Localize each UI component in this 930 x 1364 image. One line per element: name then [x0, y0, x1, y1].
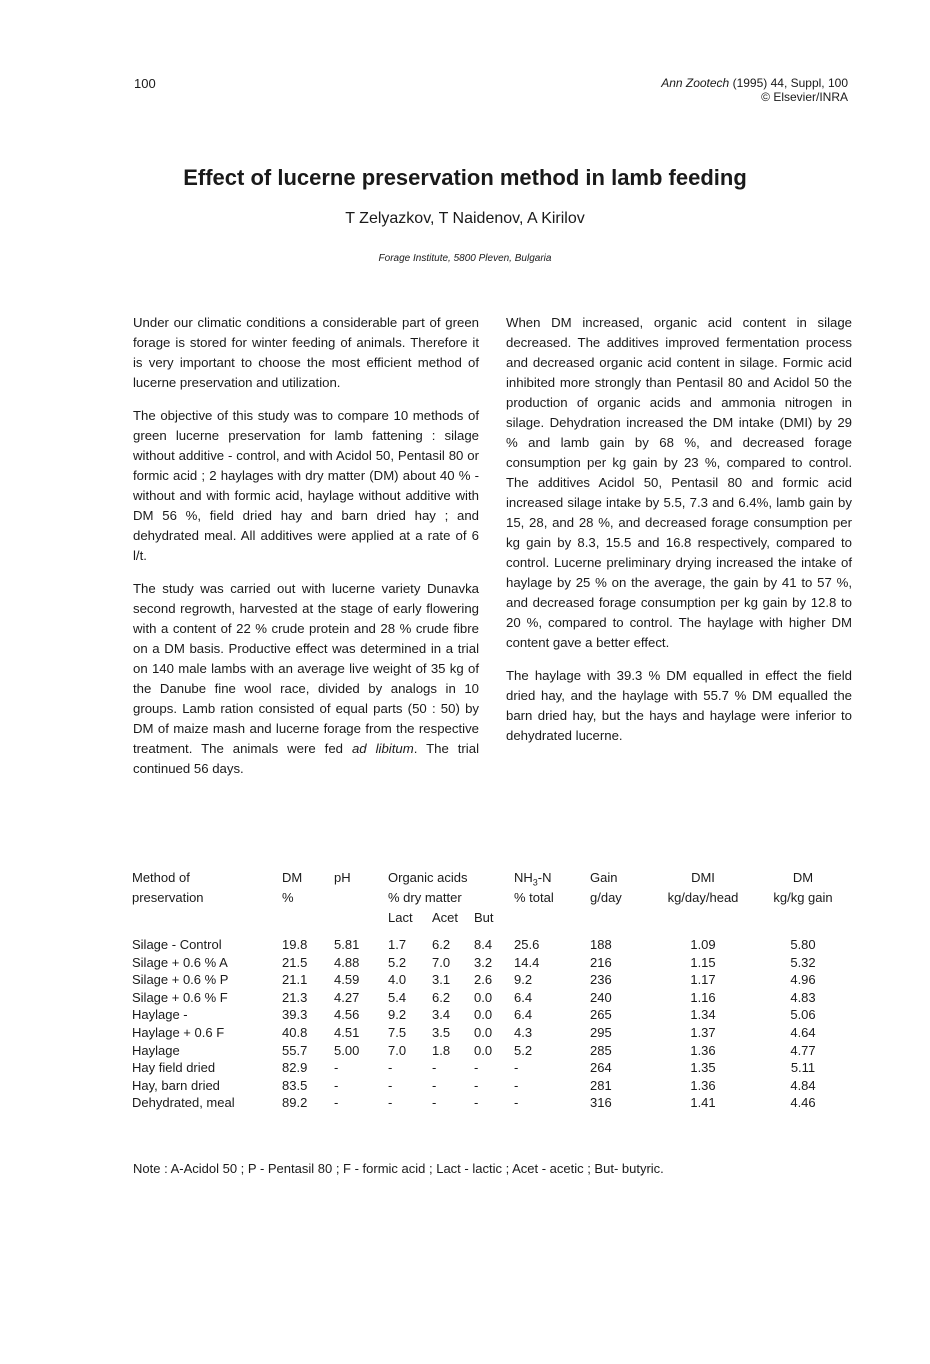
cell-dm-gain: 4.64: [790, 1024, 816, 1040]
paragraph: When DM increased, organic acid content in silage decreased. The additives improved fermentation process and decreased organic acid content in silage. Formic acid inhibited more strongly than Pentasil 80 and Acidol 50 the production of organic acids and ammonia nitrogen in silage. Dehydration increased the DM intake (DMI) by 29 % and lamb gain by 68 %, and decreased forage consumption per kg gain by 23 %, compared to control. The additives Acidol 50, Pentasil 80 and formic acid increased silage intake by 5.5, 7.3 and 6.4%, lamb gain by 15, 28, and 28 %, and decreased forage consumption per kg gain by 8.3, 15.5 and 16.8 respectively, compared to control. Lucerne preliminary drying increased the intake of haylage by 25 % on the average, the gain by 41 to 57 %, and decreased forage consumption per kg gain by 12.8 to 20 %, compared to control. The haylage with higher DM content gave a better effect.: [506, 315, 852, 650]
cell-dm: 83.5: [282, 1077, 308, 1093]
col-header-blank: [590, 910, 654, 936]
col-header-blank: [132, 910, 282, 936]
table-row: [132, 971, 854, 989]
cell-lact: 1.7: [388, 937, 407, 952]
cell-ph: -: [334, 1077, 339, 1093]
cell-nh3n: 5.2: [514, 1042, 533, 1058]
cell-dm: 21.1: [282, 972, 308, 988]
cell-dm: 40.8: [282, 1024, 308, 1040]
cell-lact: 9.2: [388, 1007, 407, 1023]
table-row: [132, 1006, 854, 1024]
cell-method: Haylage: [132, 1042, 180, 1058]
cell-gain: 188: [590, 937, 612, 952]
cell-ph: 4.59: [334, 972, 360, 988]
journal-volume: (1995) 44, Suppl, 100: [729, 76, 848, 90]
table-row: [132, 954, 854, 972]
col-header-dm-gain: DM: [792, 870, 814, 885]
col-header-lact: Lact: [388, 910, 413, 925]
paragraph: The haylage with 39.3 % DM equalled in effect the field dried hay, and the haylage with 55.7 % DM equalled the barn dried hay, but the hays and haylage were inferior to dehydrated lucerne.: [506, 668, 852, 743]
cell-gain: 281: [590, 1077, 612, 1093]
cell-nh3n: 4.3: [514, 1024, 533, 1040]
cell-but: 8.4: [474, 937, 493, 952]
cell-dmi: 1.41: [690, 1095, 716, 1111]
cell-nh3n: -: [514, 1060, 519, 1076]
cell-ph: 5.00: [334, 1042, 360, 1058]
cell-dmi: 1.34: [690, 1007, 716, 1023]
cell-acet: 7.0: [432, 954, 451, 970]
table-header-row: [132, 890, 854, 910]
cell-dm-gain: 4.84: [790, 1077, 816, 1093]
cell-dm-gain: 4.77: [790, 1042, 816, 1058]
cell-gain: 295: [590, 1024, 612, 1040]
cell-ph: 4.56: [334, 1007, 360, 1023]
cell-nh3n: 14.4: [514, 954, 540, 970]
col-header-blank: [282, 910, 334, 936]
cell-dmi: 1.35: [690, 1060, 716, 1076]
cell-ph: 4.88: [334, 954, 360, 970]
cell-dm-gain: 5.80: [790, 937, 816, 952]
cell-acet: 3.1: [432, 972, 451, 988]
journal-citation: [661, 76, 848, 90]
col-header-blank: [334, 910, 388, 936]
cell-nh3n: 6.4: [514, 989, 533, 1005]
cell-dmi: 1.37: [690, 1024, 716, 1040]
cell-but: -: [474, 1095, 479, 1111]
paragraph: [133, 579, 479, 779]
cell-ph: 4.51: [334, 1024, 360, 1040]
cell-gain: 316: [590, 1095, 612, 1111]
cell-lact: 7.0: [388, 1042, 407, 1058]
table-note: Note : A-Acidol 50 ; P - Pentasil 80 ; F - formic acid ; Lact - lactic ; Acet - acetic ; But- butyric.: [133, 1161, 664, 1176]
cell-nh3n: -: [514, 1095, 519, 1111]
cell-gain: 216: [590, 954, 612, 970]
table-row: [132, 1042, 854, 1060]
cell-dmi: 1.17: [690, 972, 716, 988]
table-row: [132, 989, 854, 1007]
cell-acet: 3.4: [432, 1007, 451, 1023]
col-header-dm-gain-unit: kg/kg gain: [773, 890, 833, 905]
cell-method: Haylage -: [132, 1007, 188, 1023]
cell-but: 0.0: [474, 989, 493, 1005]
cell-dm: 19.8: [282, 937, 308, 952]
cell-dm: 82.9: [282, 1060, 308, 1076]
cell-acet: -: [432, 1060, 437, 1076]
cell-lact: -: [388, 1077, 393, 1093]
cell-acet: 6.2: [432, 989, 451, 1005]
cell-dm: 39.3: [282, 1007, 308, 1023]
col-header-blank: [752, 910, 854, 936]
col-header-dmi: DMI: [691, 870, 715, 885]
table-row: [132, 1059, 854, 1077]
cell-but: 2.6: [474, 972, 493, 988]
col-header-dmi-unit: kg/day/head: [667, 890, 739, 905]
col-header-acet: Acet: [432, 910, 459, 925]
cell-dm-gain: 4.46: [790, 1095, 816, 1111]
cell-dm-gain: 5.32: [790, 954, 816, 970]
col-header-organic-acids: Organic acids: [388, 870, 468, 885]
cell-dm-gain: 5.11: [790, 1060, 816, 1076]
cell-method: Silage + 0.6 % A: [132, 954, 228, 970]
cell-gain: 285: [590, 1042, 612, 1058]
cell-dm: 55.7: [282, 1042, 308, 1058]
cell-method: Silage + 0.6 % P: [132, 972, 229, 988]
cell-lact: -: [388, 1060, 393, 1076]
cell-gain: 240: [590, 989, 612, 1005]
cell-ph: -: [334, 1060, 339, 1076]
col-header-nh3n-unit: % total: [514, 890, 554, 905]
col-header-method: Method of: [132, 870, 190, 885]
cell-gain: 265: [590, 1007, 612, 1023]
paragraph: Under our climatic conditions a considerable part of green forage is stored for winter feeding of animals. Therefore it is very important to choose the most efficient method of lucerne preservation and utilization.: [133, 315, 479, 390]
col-header-gain-unit: g/day: [590, 890, 622, 905]
cell-dmi: 1.36: [690, 1042, 716, 1058]
col-header-organic-unit: % dry matter: [388, 890, 462, 905]
table-header-row: [132, 870, 854, 890]
cell-but: 0.0: [474, 1042, 493, 1058]
cell-method: Dehydrated, meal: [132, 1095, 235, 1111]
cell-method: Silage + 0.6 % F: [132, 989, 228, 1005]
cell-nh3n: 25.6: [514, 937, 540, 952]
cell-acet: -: [432, 1095, 437, 1111]
cell-dm: 89.2: [282, 1095, 308, 1111]
cell-lact: 5.2: [388, 954, 407, 970]
col-header-dm: DM: [282, 870, 303, 885]
cell-dmi: 1.16: [690, 989, 716, 1005]
col-header-blank: [514, 910, 590, 936]
cell-dmi: 1.09: [690, 937, 716, 952]
paragraph-text: The study was carried out with lucerne variety Dunavka second regrowth, harvested at the stage of early flowering with a content of 22 % crude protein and 28 % crude fibre on a DM basis. Productive effect was determined in a trial on 140 male lambs with an average live weight of 35 kg of the Danube fine wool race, divided by analogs in 10 groups. Lamb ration consisted of equal parts (50 : 50) by DM of maize mash and lucerne forage from the respective treatment. The animals were fed: [133, 581, 479, 756]
cell-dm-gain: 4.96: [790, 972, 816, 988]
affiliation: Forage Institute, 5800 Pleven, Bulgaria: [378, 253, 552, 264]
table-row: [132, 936, 854, 954]
cell-dmi: 1.15: [690, 954, 716, 970]
cell-gain: 264: [590, 1060, 612, 1076]
cell-dm: 21.5: [282, 954, 308, 970]
cell-nh3n: 6.4: [514, 1007, 533, 1023]
col-header-blank: [334, 890, 388, 910]
article-title: Effect of lucerne preservation method in lamb feeding: [183, 165, 747, 190]
col-header-blank: [654, 910, 752, 936]
cell-nh3n: -: [514, 1077, 519, 1093]
table-row: [132, 1024, 854, 1042]
paragraph-text: . The trial continued 56 days.: [133, 741, 479, 776]
italic-text: ad libitum: [351, 741, 414, 756]
cell-ph: -: [334, 1095, 339, 1111]
col-header-ph: pH: [334, 870, 351, 885]
publisher: © Elsevier/INRA: [761, 90, 848, 104]
col-header-but: But: [474, 910, 494, 925]
cell-method: Silage - Control: [132, 937, 222, 952]
col-header-method-2: preservation: [132, 890, 204, 905]
cell-lact: 5.4: [388, 989, 407, 1005]
cell-dm-gain: 4.83: [790, 989, 816, 1005]
table-row: [132, 1077, 854, 1095]
cell-acet: 6.2: [432, 937, 451, 952]
col-header-gain: Gain: [590, 870, 618, 885]
cell-but: 0.0: [474, 1024, 493, 1040]
cell-gain: 236: [590, 972, 612, 988]
cell-ph: 5.81: [334, 937, 360, 952]
col-header-nh3n: $NH_3-N$: [514, 870, 552, 888]
cell-but: 0.0: [474, 1007, 493, 1023]
right-column: [506, 313, 852, 759]
table-header-row: [132, 910, 854, 936]
authors: T Zelyazkov, T Naidenov, A Kirilov: [345, 210, 585, 227]
results-table: [132, 870, 854, 1112]
left-column: [133, 313, 479, 792]
cell-method: Haylage + 0.6 F: [132, 1024, 225, 1040]
journal-name: Ann Zootech: [661, 76, 730, 90]
page-number: 100: [134, 76, 156, 91]
cell-acet: 3.5: [432, 1024, 451, 1040]
cell-lact: 7.5: [388, 1024, 407, 1040]
cell-but: -: [474, 1060, 479, 1076]
paragraph: The objective of this study was to compare 10 methods of green lucerne preservation for lamb fattening : silage without additive - control, and with Acidol 50, Pentasil 80 or formic acid ; 2 haylages with dry matter (DM) about 40 % - without and with formic acid, haylage without additive with DM 56 %, field dried hay and barn dried hay ; and dehydrated meal. All additives were applied at a rate of 6 l/t.: [133, 408, 479, 563]
col-header-dm-unit: %: [282, 890, 294, 905]
cell-dm: 21.3: [282, 989, 308, 1005]
cell-lact: -: [388, 1095, 393, 1111]
cell-ph: 4.27: [334, 989, 360, 1005]
cell-acet: 1.8: [432, 1042, 451, 1058]
cell-but: 3.2: [474, 954, 493, 970]
cell-method: Hay field dried: [132, 1060, 216, 1076]
cell-lact: 4.0: [388, 972, 407, 988]
cell-nh3n: 9.2: [514, 972, 533, 988]
cell-method: Hay, barn dried: [132, 1077, 220, 1093]
cell-but: -: [474, 1077, 479, 1093]
cell-dm-gain: 5.06: [790, 1007, 816, 1023]
table-row: [132, 1094, 854, 1112]
journal-reference: [661, 76, 848, 104]
cell-dmi: 1.36: [690, 1077, 716, 1093]
cell-acet: -: [432, 1077, 437, 1093]
table-body: [132, 936, 854, 1112]
